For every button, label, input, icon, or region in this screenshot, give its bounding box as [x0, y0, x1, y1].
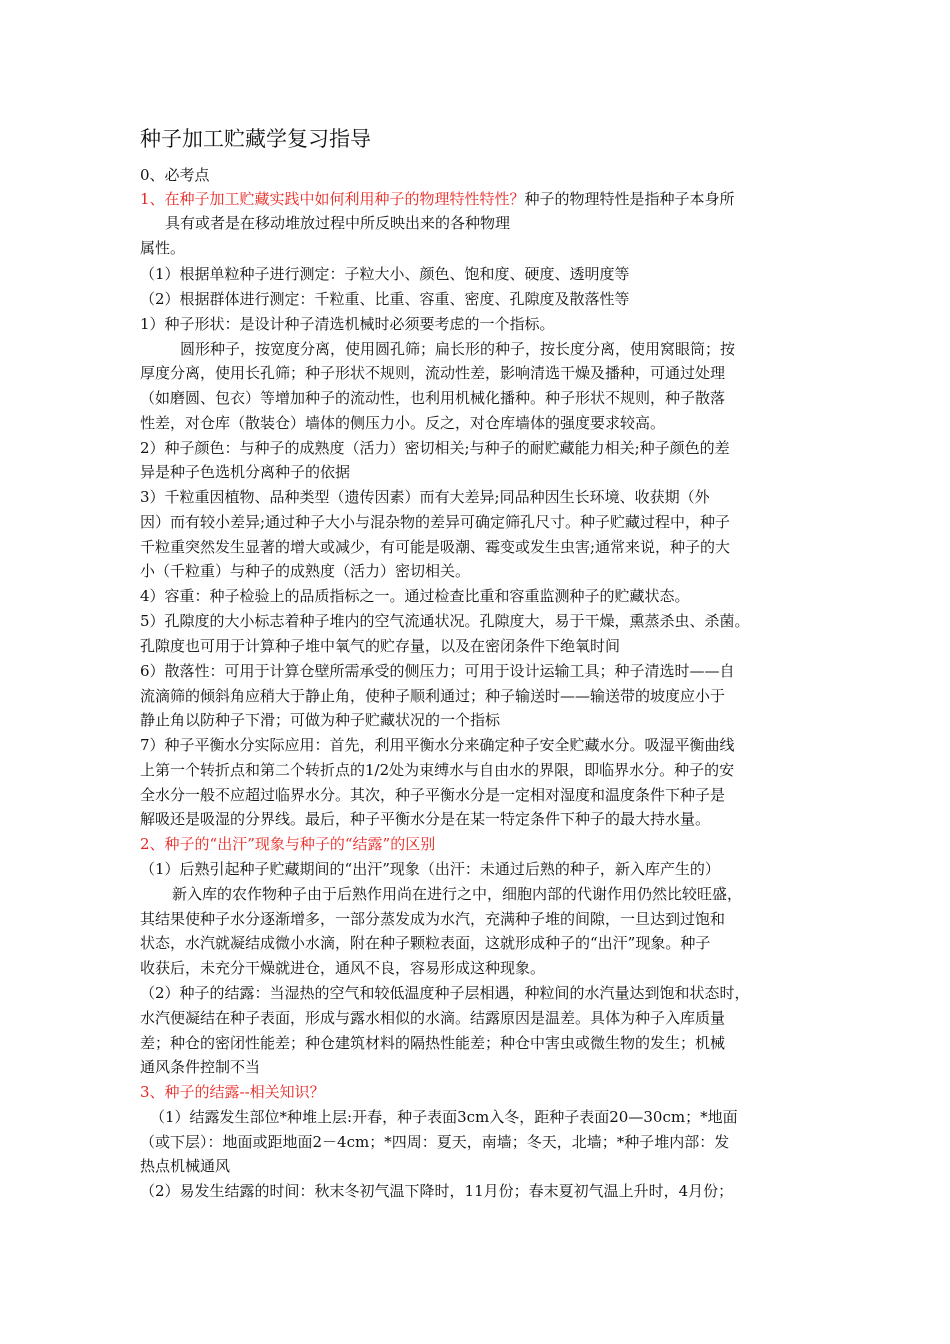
text-line: 千粒重突然发生显著的增大或减少，有可能是吸潮、霉变或发生虫害;通常来说，种子的大 [140, 538, 731, 556]
text-line: 4）容重：种子检验上的品质指标之一。通过检查比重和容重监测种子的贮藏状态。 [140, 587, 690, 605]
text-line: （1）后熟引起种子贮藏期间的“出汗”现象（出汗：未通过后熟的种子，新入库产生的） [140, 860, 720, 878]
text-line: 解吸还是吸湿的分界线。最后，种子平衡水分是在某一特定条件下种子的最大持水量。 [140, 810, 711, 828]
text-line: （如磨圆、包衣）等增加种子的流动性，也利用机械化播种。种子形状不规则，种子散落 [140, 389, 726, 407]
text-line: 全水分一般不应超过临界水分。其次，种子平衡水分是一定相对湿度和温度条件下种子是 [140, 786, 726, 804]
text-line: 流滴筛的倾斜角应稍大于静止角，使种子顺利通过；种子输送时——输送带的坡度应小于 [140, 687, 726, 705]
text-line: 水汽便凝结在种子表面，形成与露水相似的水滴。结露原因是温差。具体为种子入库质量 [140, 1009, 726, 1027]
text-line: 其结果使种子水分逐渐增多，一部分蒸发成为水汽，充满种子堆的间隙，一旦达到过饱和 [140, 910, 726, 928]
document-title: 种子加工贮藏学复习指导 [140, 127, 371, 151]
text-line: （或下层）：地面或距地面2－4cm；*四周：夏天，南墙；冬天，北墙；*种子堆内部：发 [140, 1133, 730, 1151]
text-line: （1）根据单粒种子进行测定：子粒大小、颜色、饱和度、硬度、透明度等 [140, 265, 630, 283]
question-3-heading: 3、种子的结露--相关知识？ [140, 1083, 325, 1101]
text-line: 状态，水汽就凝结成微小水滴，附在种子颗粒表面，这就形成种子的“出汗”现象。种子 [140, 934, 711, 952]
text-line: 异是种子色选机分离种子的依据 [140, 463, 351, 481]
text-line: （2）种子的结露：当湿热的空气和较低温度种子层相遇，种粒间的水汽量达到饱和状态时， [140, 984, 750, 1002]
question-1-line [140, 188, 735, 210]
text-line: 因）而有较小差异;通过种子大小与混杂物的差异可确定筛孔尺寸。种子贮藏过程中，种子 [140, 513, 731, 531]
text-line: 热点机械通风 [140, 1157, 231, 1175]
text-line: 圆形种子，按宽度分离，使用圆孔筛；扁长形的种子，按长度分离，使用窝眼筒；按 [180, 340, 736, 358]
text-line: 3）千粒重因植物、品种类型（遗传因素）而有大差异;同品种因生长环境、收获期（外 [140, 488, 710, 506]
text-line: 6）散落性：可用于计算仓壁所需承受的侧压力；可用于设计运输工具；种子清选时——自 [140, 662, 735, 680]
question-1-heading: 1、在种子加工贮藏实践中如何利用种子的物理特性特性？ [140, 190, 525, 208]
text-line: （1）结露发生部位*种堆上层:开春，种子表面3cm入冬，距种子表面20—30cm；*地面 [150, 1108, 738, 1126]
text-line: （2）根据群体进行测定：千粒重、比重、容重、密度、孔隙度及散落性等 [140, 290, 630, 308]
text-line: 5）孔隙度的大小标志着种子堆内的空气流通状况。孔隙度大，易于干燥，熏蒸杀虫、杀菌。 [140, 612, 750, 630]
text-line: 具有或者是在移动堆放过程中所反映出来的各种物理 [165, 214, 511, 232]
text-line: 差；种仓的密闭性能差；种仓建筑材料的隔热性能差；种仓中害虫或微生物的发生；机械 [140, 1034, 726, 1052]
question-1-answer-start: 种子的物理特性是指种子本身所 [524, 190, 735, 208]
text-line: 通风条件控制不当 [140, 1058, 261, 1076]
text-line: 1）种子形状：是设计种子清选机械时必须要考虑的一个指标。 [140, 315, 555, 333]
text-line: （2）易发生结露的时间：秋末冬初气温下降时，11月份；春末夏初气温上升时，4月份； [140, 1182, 734, 1200]
text-line: 上第一个转折点和第二个转折点的1/2处为束缚水与自由水的界限，即临界水分。种子的安 [140, 761, 735, 779]
text-line: 孔隙度也可用于计算种子堆中氧气的贮存量，以及在密闭条件下绝氧时间 [140, 637, 621, 655]
text-line: 新入库的农作物种子由于后熟作用尚在进行之中，细胞内部的代谢作用仍然比较旺盛， [172, 885, 743, 903]
text-line: 性差，对仓库（散装仓）墙体的侧压力小。反之，对仓库墙体的强度要求较高。 [140, 414, 666, 432]
text-line: 厚度分离，使用长孔筛；种子形状不规则，流动性差，影响清选干燥及播种，可通过处理 [140, 364, 726, 382]
text-line: 静止角以防种子下滑；可做为种子贮藏状况的一个指标 [140, 711, 501, 729]
text-line: 7）种子平衡水分实际应用：首先，利用平衡水分来确定种子安全贮藏水分。吸湿平衡曲线 [140, 736, 735, 754]
text-line: 收获后，未充分干燥就进仓，通风不良，容易形成这种现象。 [140, 959, 546, 977]
section-label: 0、必考点 [140, 166, 210, 184]
text-line: 属性。 [140, 239, 186, 257]
question-2-heading: 2、种子的“出汗”现象与种子的“结露”的区别 [140, 835, 436, 853]
text-line: 小（千粒重）与种子的成熟度（活力）密切相关。 [140, 562, 471, 580]
text-line: 2）种子颜色：与种子的成熟度（活力）密切相关;与种子的耐贮藏能力相关;种子颜色的差 [140, 439, 730, 457]
